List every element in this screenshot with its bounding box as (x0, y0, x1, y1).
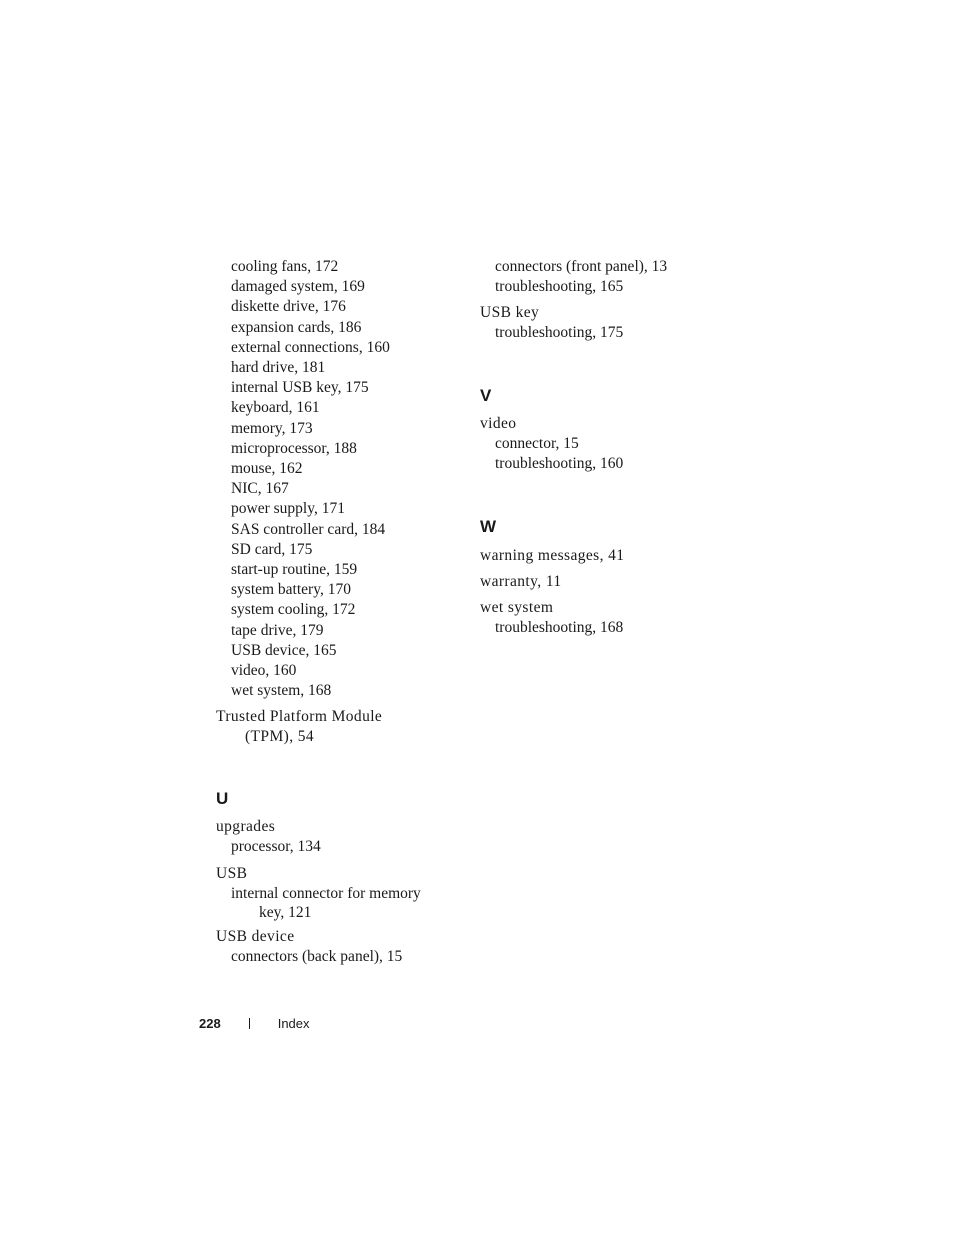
index-term: USB device (216, 927, 295, 945)
page-number: 228 (199, 1016, 221, 1031)
index-subentry: cooling fans, 172 (231, 258, 339, 275)
index-subentry: damaged system, 169 (231, 278, 365, 296)
index-subentry: troubleshooting, 168 (495, 619, 624, 637)
index-subentry: internal USB key, 175 (231, 379, 369, 397)
index-subentry: keyboard, 161 (231, 399, 320, 417)
index-entry-usb-device-continued (480, 257, 720, 297)
index-subentry: hard drive, 181 (231, 359, 326, 377)
section-letter-v: V (480, 385, 492, 405)
index-subentry: connector, 15 (495, 434, 579, 452)
index-term-continuation: (TPM), 54 (245, 728, 315, 746)
index-subentry: external connections, 160 (231, 338, 390, 356)
index-entry-warning-messages (480, 546, 720, 566)
index-term: video (480, 414, 517, 432)
index-entry-video (480, 414, 720, 474)
index-subentry: NIC, 167 (231, 480, 289, 498)
index-subentry: tape drive, 179 (231, 621, 324, 639)
index-entry-usb-device (216, 927, 456, 967)
footer-divider (249, 1018, 250, 1029)
index-term: USB (216, 864, 248, 882)
index-subentry: SD card, 175 (231, 540, 313, 558)
index-term: upgrades (216, 818, 276, 836)
index-entry-usb (216, 864, 456, 921)
index-subentry (216, 884, 456, 921)
index-subentry: connectors (front panel), 13 (495, 258, 668, 275)
index-left-column (216, 257, 456, 967)
index-term: warning messages, 41 (480, 547, 625, 565)
index-subentry: microprocessor, 188 (231, 439, 357, 457)
index-term: Trusted Platform Module (216, 708, 383, 726)
index-subentry-text: internal connector for memory (231, 884, 421, 902)
index-subentry: start-up routine, 159 (231, 561, 358, 579)
index-entry-tpm (216, 707, 456, 746)
index-term: wet system (480, 599, 554, 617)
index-term: warranty, 11 (480, 573, 562, 591)
index-subentry: troubleshooting, 160 (495, 454, 624, 472)
section-name: Index (277, 1016, 310, 1031)
index-subentry: video, 160 (231, 662, 297, 680)
section-letter-w: W (480, 517, 497, 537)
index-subentry: expansion cards, 186 (231, 318, 362, 336)
index-subentry: system cooling, 172 (231, 601, 356, 619)
index-subentry: power supply, 171 (231, 500, 345, 518)
index-term: USB key (480, 304, 540, 322)
index-entry-usb-key (480, 303, 720, 343)
index-subentry: diskette drive, 176 (231, 298, 346, 316)
index-subentry: wet system, 168 (231, 682, 332, 700)
index-subentry: processor, 134 (231, 838, 321, 856)
index-entry-warranty (480, 572, 720, 592)
page-footer (199, 1015, 310, 1033)
index-right-column (480, 257, 720, 638)
index-entry-upgrades (216, 817, 456, 857)
section-letter-u: U (216, 789, 229, 809)
index-subentry: mouse, 162 (231, 460, 303, 478)
index-subentry: memory, 173 (231, 419, 313, 437)
index-entry-wet-system (480, 598, 720, 638)
index-subentry: troubleshooting, 175 (495, 324, 624, 342)
index-subentry: troubleshooting, 165 (495, 278, 624, 296)
index-subentry: USB device, 165 (231, 641, 337, 659)
index-subentry: SAS controller card, 184 (231, 520, 386, 538)
index-subentry: system battery, 170 (231, 581, 351, 599)
index-entry-troubleshooting-continued (216, 257, 456, 701)
index-subentry-continuation: key, 121 (259, 903, 312, 921)
index-subentry: connectors (back panel), 15 (231, 947, 403, 965)
